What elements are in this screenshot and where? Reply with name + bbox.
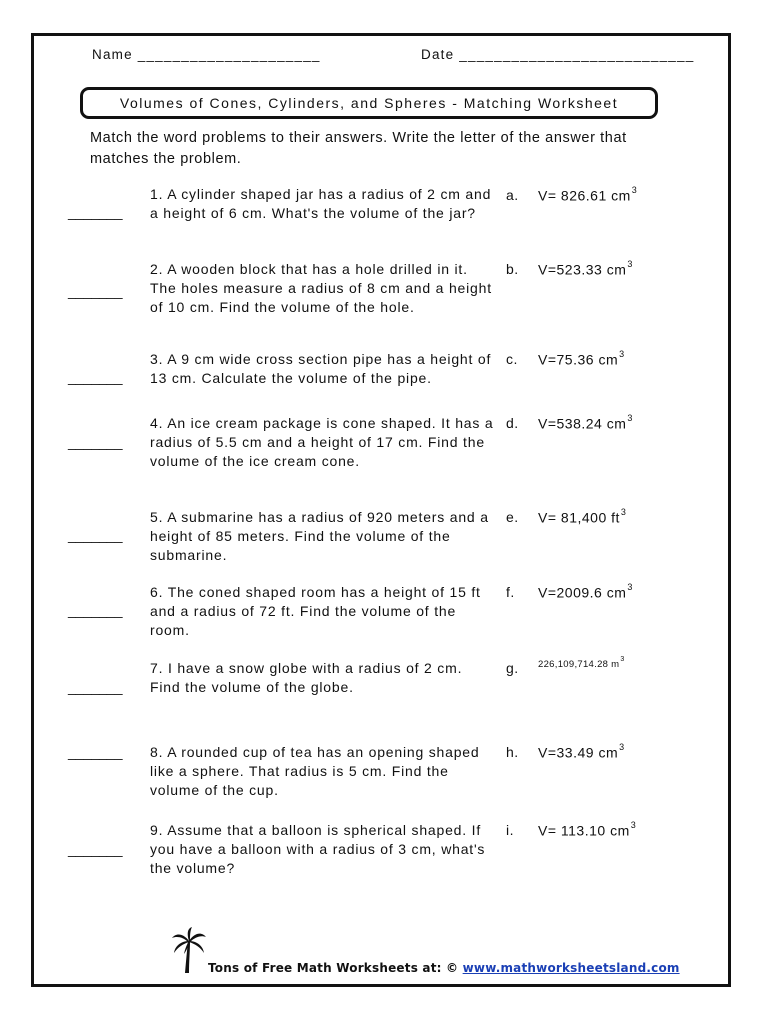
name-field [92, 47, 321, 62]
answer-d [538, 415, 633, 432]
answer-letter-i: i. [506, 822, 514, 838]
palm-tree-icon [171, 927, 207, 975]
answer-d-exponent: 3 [627, 413, 633, 423]
answer-b-exponent: 3 [627, 259, 633, 269]
answer-i [538, 822, 636, 839]
answer-letter-f: f. [506, 584, 515, 600]
answer-blank-9[interactable]: _______ [68, 841, 123, 857]
problem-1: 1. A cylinder shaped jar has a radius of 2 cm and a height of 6 cm. What's the volume of the jar? [150, 186, 492, 221]
answer-e [538, 509, 626, 526]
answer-letter-c: c. [506, 351, 518, 367]
answer-b [538, 261, 633, 278]
answer-i-value: V= 113.10 cm [538, 822, 630, 839]
problem-7: 7. I have a snow globe with a radius of 2 cm. Find the volume of the globe. [150, 660, 463, 695]
problem-6: 6. The coned shaped room has a height of 15 ft and a radius of 72 ft. Find the volume of the room. [150, 584, 481, 638]
problem-4: 4. An ice cream package is cone shaped. It has a radius of 5.5 cm and a height of 17 cm. Find the volume of the ice cream cone. [150, 415, 494, 469]
answer-letter-d: d. [506, 415, 519, 431]
instructions: Match the word problems to their answers. Write the letter of the answer that matches the problem. [90, 130, 627, 167]
answer-a-exponent: 3 [631, 185, 638, 195]
answer-blank-7[interactable]: _______ [68, 679, 123, 695]
answer-blank-8[interactable]: _______ [68, 744, 123, 760]
answer-blank-5[interactable]: _______ [68, 527, 123, 543]
date-line: ___________________________ [459, 47, 695, 62]
answer-f-exponent: 3 [627, 582, 633, 592]
answer-g-exponent: 3 [620, 656, 625, 663]
title-text: Volumes of Cones, Cylinders, and Spheres - Matching Worksheet [119, 95, 619, 111]
problem-2: 2. A wooden block that has a hole drilled in it. The holes measure a radius of 8 cm and a height of 10 cm. Find the volume of the hole. [150, 261, 492, 315]
name-label: Name [92, 47, 133, 62]
answer-d-value: V=538.24 cm [538, 415, 627, 432]
problem-3: 3. A 9 cm wide cross section pipe has a height of 13 cm. Calculate the volume of the pipe. [150, 351, 492, 386]
answer-h-value: V=33.49 cm [538, 744, 619, 761]
answer-letter-a: a. [506, 187, 519, 203]
problem-8: 8. A rounded cup of tea has an opening shaped like a sphere. That radius is 5 cm. Find the volume of the cup. [150, 744, 480, 798]
date-label: Date [421, 47, 455, 62]
answer-blank-2[interactable]: _______ [68, 283, 123, 299]
answer-letter-h: h. [506, 744, 519, 760]
answer-e-value: V= 81,400 ft [538, 509, 620, 526]
answer-b-value: V=523.33 cm [538, 261, 627, 278]
answer-h [538, 744, 625, 761]
footer [208, 961, 680, 975]
answer-e-exponent: 3 [620, 507, 627, 517]
answer-c [538, 351, 625, 368]
answer-blank-6[interactable]: _______ [68, 602, 123, 618]
name-line: _____________________ [137, 47, 321, 62]
answer-blank-4[interactable]: _______ [68, 434, 123, 450]
answer-h-exponent: 3 [619, 742, 625, 752]
footer-text: Tons of Free Math Worksheets at: © [208, 961, 459, 975]
footer-link[interactable]: www.mathworksheetsland.com [462, 961, 680, 975]
answer-c-value: V=75.36 cm [538, 351, 619, 368]
answer-f [538, 584, 633, 601]
worksheet-title [80, 87, 658, 119]
answer-a [538, 187, 637, 204]
answer-letter-e: e. [506, 509, 519, 525]
answer-letter-g: g. [506, 660, 519, 676]
answer-f-value: V=2009.6 cm [538, 584, 627, 601]
answer-i-exponent: 3 [630, 820, 637, 830]
problem-5: 5. A submarine has a radius of 920 meters and a height of 85 meters. Find the volume of the submarine. [150, 509, 489, 563]
date-field [421, 47, 694, 62]
problem-9: 9. Assume that a balloon is spherical shaped. If you have a balloon with a radius of 3 cm, what's the volume? [150, 822, 486, 876]
answer-c-exponent: 3 [619, 349, 625, 359]
answer-g-value: 226,109,714.28 m [538, 659, 620, 671]
answer-a-value: V= 826.61 cm [538, 187, 631, 204]
answer-g [538, 658, 625, 670]
answer-letter-b: b. [506, 261, 519, 277]
answer-blank-1[interactable]: _______ [68, 204, 123, 220]
answer-blank-3[interactable]: _______ [68, 369, 123, 385]
